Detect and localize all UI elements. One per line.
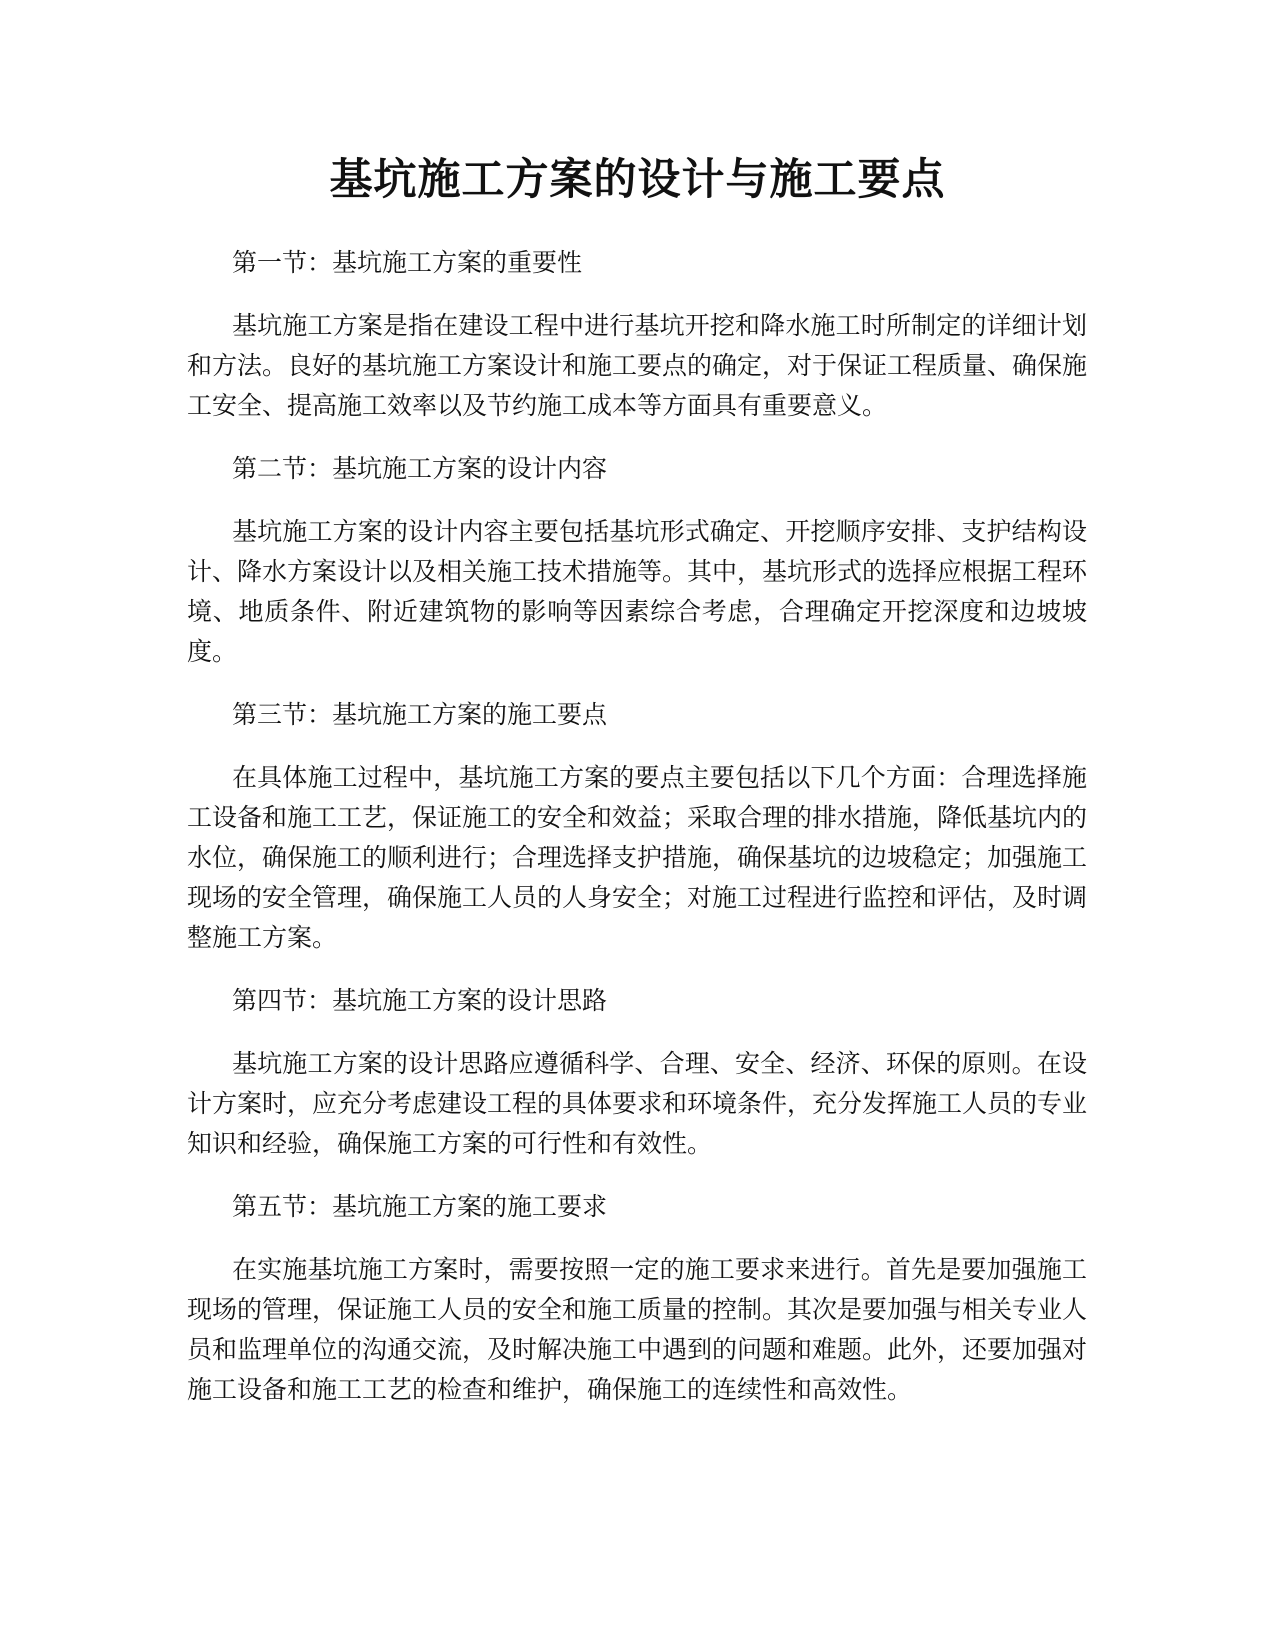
section-heading-5: 第五节：基坑施工方案的施工要求: [232, 1192, 608, 1221]
section-heading-1: 第一节：基坑施工方案的重要性: [232, 248, 583, 277]
section-paragraph-2: 基坑施工方案的设计内容主要包括基坑形式确定、开挖顺序安排、支护结构设计、降水方案设计以及相关施工技术措施等。其中，基坑形式的选择应根据工程环境、地质条件、附近建筑物的影响等因素综合考虑，合理确定开挖深度和边坡坡度。: [187, 517, 1088, 666]
section-paragraph-5: 在实施基坑施工方案时，需要按照一定的施工要求来进行。首先是要加强施工现场的管理，保证施工人员的安全和施工质量的控制。其次是要加强与相关专业人员和监理单位的沟通交流，及时解决施工中遇到的问题和难题。此外，还要加强对施工设备和施工工艺的检查和维护，确保施工的连续性和高效性。: [187, 1255, 1088, 1404]
section-paragraph-3: 在具体施工过程中，基坑施工方案的要点主要包括以下几个方面：合理选择施工设备和施工工艺，保证施工的安全和效益；采取合理的排水措施，降低基坑内的水位，确保施工的顺利进行；合理选择支护措施，确保基坑的边坡稳定；加强施工现场的安全管理，确保施工人员的人身安全；对施工过程进行监控和评估，及时调整施工方案。: [187, 763, 1088, 952]
section-paragraph-4: 基坑施工方案的设计思路应遵循科学、合理、安全、经济、环保的原则。在设计方案时，应充分考虑建设工程的具体要求和环境条件，充分发挥施工人员的专业知识和经验，确保施工方案的可行性和有效性。: [187, 1049, 1088, 1158]
section-heading-4: 第四节：基坑施工方案的设计思路: [232, 986, 608, 1015]
document-title: 基坑施工方案的设计与施工要点: [329, 155, 946, 205]
section-heading-2: 第二节：基坑施工方案的设计内容: [232, 454, 608, 483]
section-paragraph-1: 基坑施工方案是指在建设工程中进行基坑开挖和降水施工时所制定的详细计划和方法。良好的基坑施工方案设计和施工要点的确定，对于保证工程质量、确保施工安全、提高施工效率以及节约施工成本等方面具有重要意义。: [187, 311, 1088, 420]
section-heading-3: 第三节：基坑施工方案的施工要点: [232, 700, 608, 729]
document-body: [187, 243, 1087, 1433]
